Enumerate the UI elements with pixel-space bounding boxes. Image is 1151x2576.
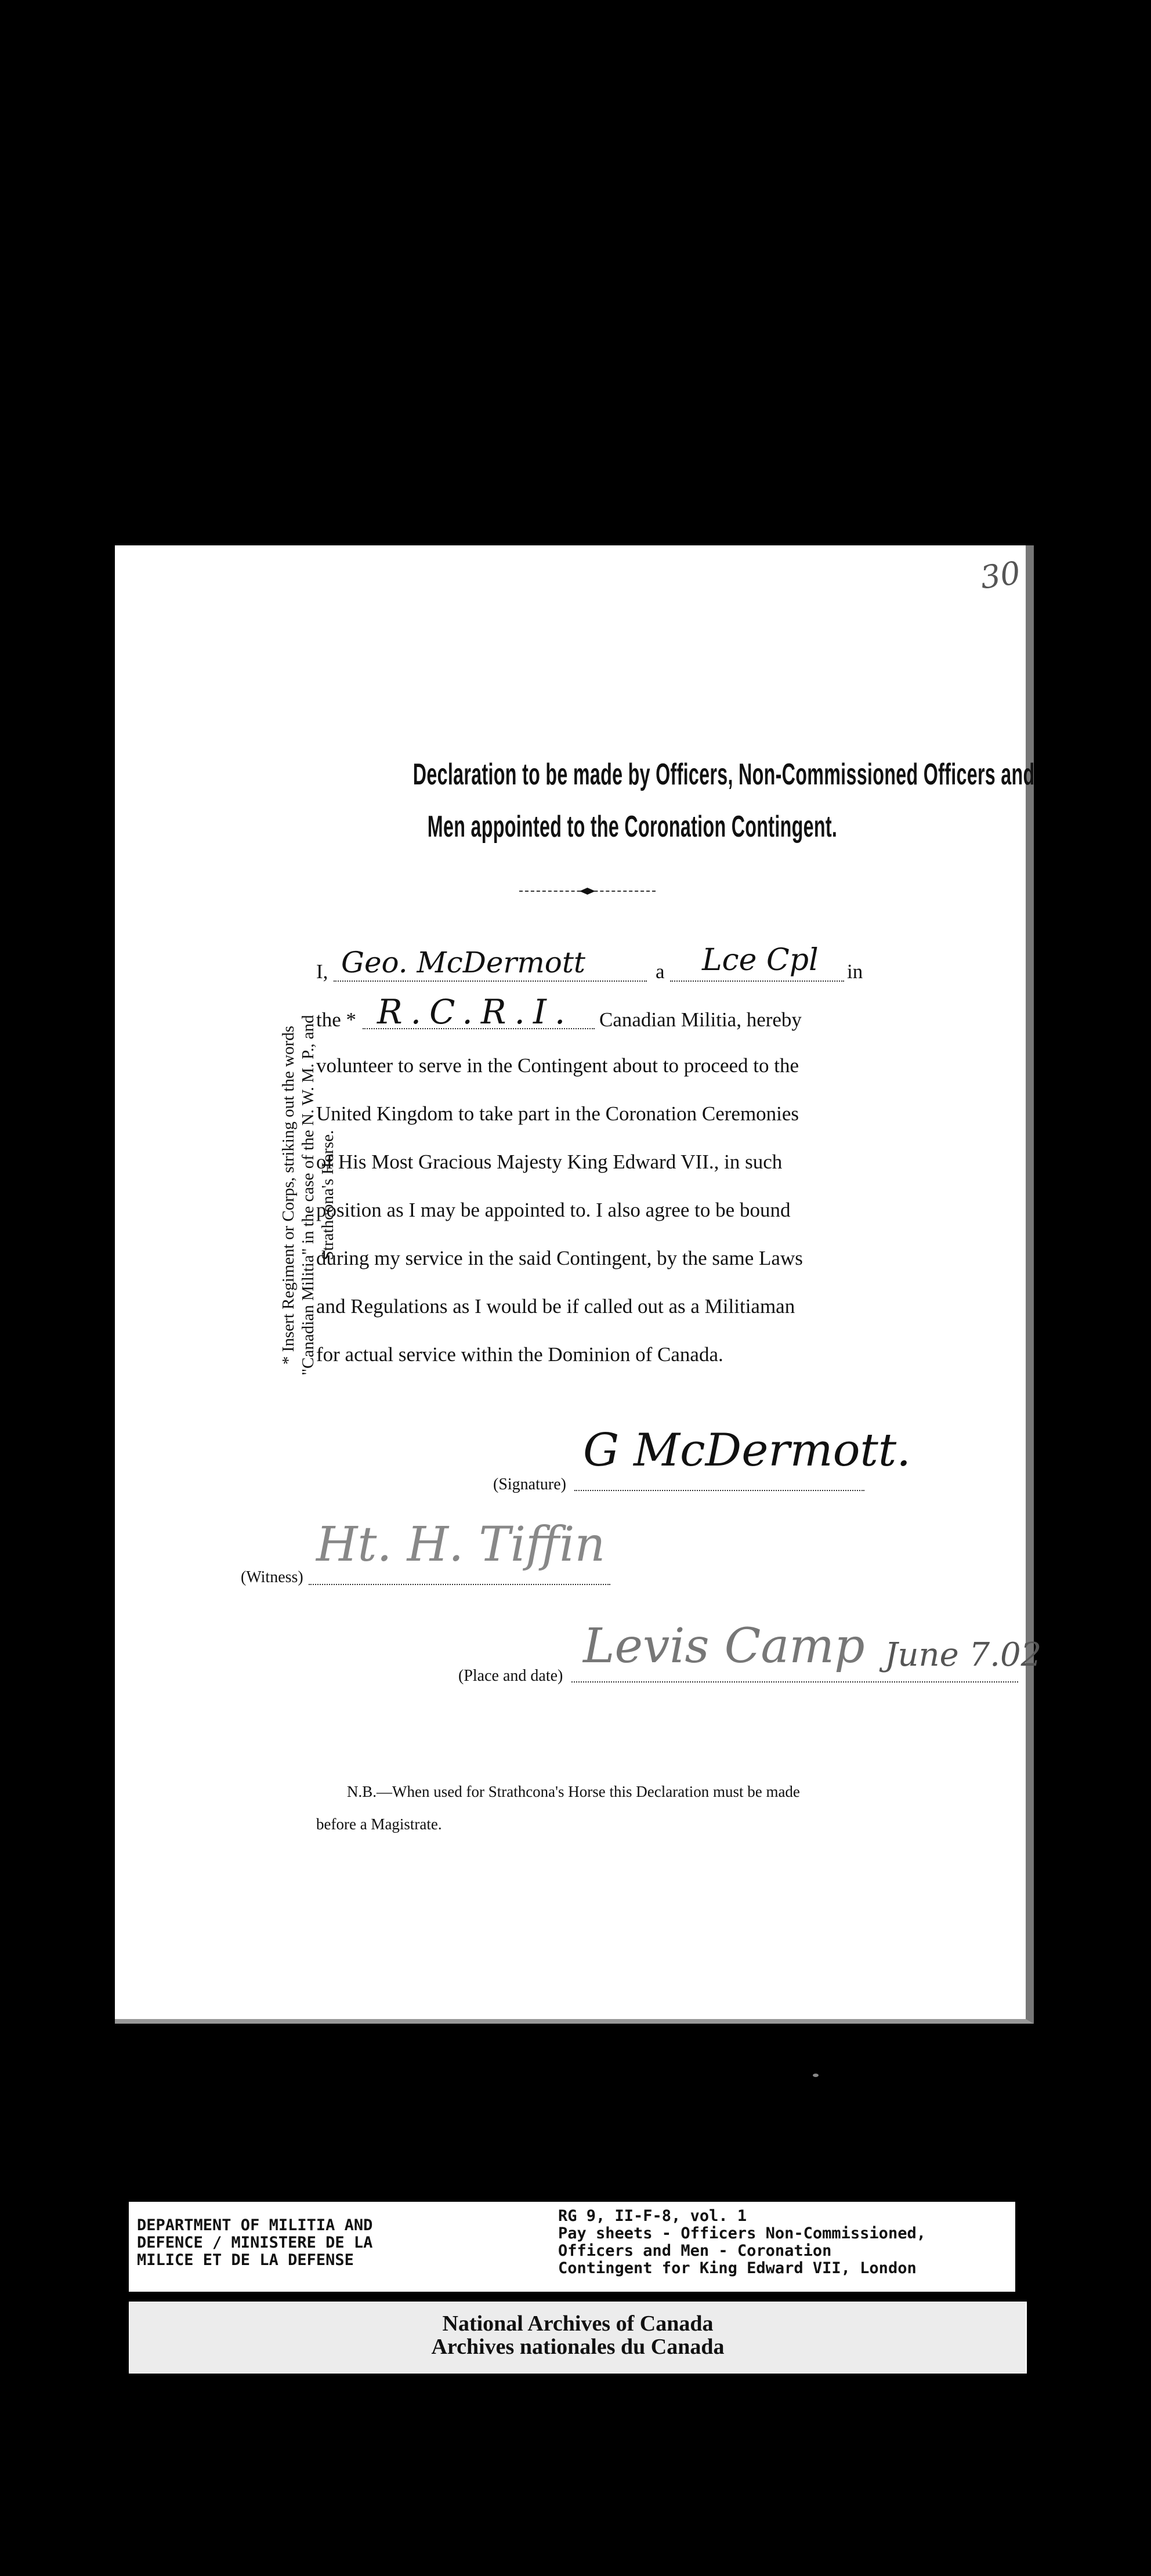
line1-mid: a <box>656 960 665 983</box>
body-line: for actual service within the Dominion of Canada. <box>316 1343 723 1366</box>
ornament-divider <box>519 888 656 895</box>
archives-name-fr: Archives nationales du Canada <box>431 2335 725 2359</box>
side-note-insert-regiment: * Insert Regiment or Corps, striking out the words "Canadian Militia" in the case of the N. W. M. P., and Strathcona's Horse. <box>279 1015 337 1376</box>
handwritten-place: Levis Camp <box>583 1619 865 1674</box>
form-title <box>412 748 1035 853</box>
body-line: position as I may be appointed to. I also agree to be bound <box>316 1199 791 1221</box>
name-fill-line <box>334 981 647 982</box>
line2-asterisk: * <box>346 1008 357 1031</box>
line2-suffix: Canadian Militia, hereby <box>599 1008 802 1031</box>
place-date-fill-line <box>571 1681 1018 1683</box>
body-line: of His Most Gracious Majesty King Edward VII., in such <box>316 1150 783 1173</box>
nb-line-1: N.B.—When used for Strathcona's Horse this Declaration must be made <box>347 1783 800 1800</box>
signature-label: (Signature) <box>493 1475 566 1493</box>
line2-prefix: the <box>316 1008 341 1031</box>
department-text: DEPARTMENT OF MILITIA AND DEFENCE / MINISTERE DE LA MILICE ET DE LA DEFENSE <box>137 2216 373 2269</box>
rank-fill-line <box>670 981 844 982</box>
witness-fill-line <box>309 1584 610 1585</box>
nb-note <box>316 1775 873 1840</box>
body-line: volunteer to serve in the Contingent about to proceed to the <box>316 1054 799 1077</box>
archive-reference-label <box>129 2202 1015 2292</box>
line1-prefix: I, <box>316 960 328 983</box>
declaration-line-1 <box>316 960 328 983</box>
folio-number: 30 <box>978 554 1023 596</box>
nb-line-2: before a Magistrate. <box>316 1815 442 1833</box>
handwritten-rank: Lce Cpl <box>702 943 819 978</box>
witness-label: (Witness) <box>241 1568 303 1586</box>
handwritten-signature: G McDermott. <box>583 1424 911 1477</box>
signature-fill-line <box>574 1490 864 1491</box>
handwritten-date: June 7.02 <box>885 1636 1042 1674</box>
line1-suffix: in <box>847 960 863 983</box>
archive-name-label <box>129 2302 1027 2374</box>
reference-text: RG 9, II-F-8, vol. 1 Pay sheets - Officers Non-Commissioned, Officers and Men - Coronation Contingent for King Edward VII, London <box>558 2207 926 2277</box>
body-line: during my service in the said Contingent, by the same Laws <box>316 1247 803 1269</box>
handwritten-name: Geo. McDermott <box>341 946 586 979</box>
handwritten-witness: Ht. H. Tiffin <box>316 1517 606 1572</box>
handwritten-corps: R.C.R.I. <box>377 992 574 1032</box>
title-line-1: Declaration to be made by Officers, Non-Commissioned Officers and <box>412 758 1035 791</box>
place-date-label: (Place and date) <box>458 1667 563 1685</box>
body-line: United Kingdom to take part in the Coronation Ceremonies <box>316 1102 799 1125</box>
title-line-2: Men appointed to the Coronation Contingent. <box>427 810 838 844</box>
body-line: and Regulations as I would be if called out as a Militiaman <box>316 1295 795 1318</box>
speck <box>813 2074 819 2077</box>
declaration-body <box>316 1041 864 1379</box>
archives-name-en: National Archives of Canada <box>442 2311 714 2336</box>
